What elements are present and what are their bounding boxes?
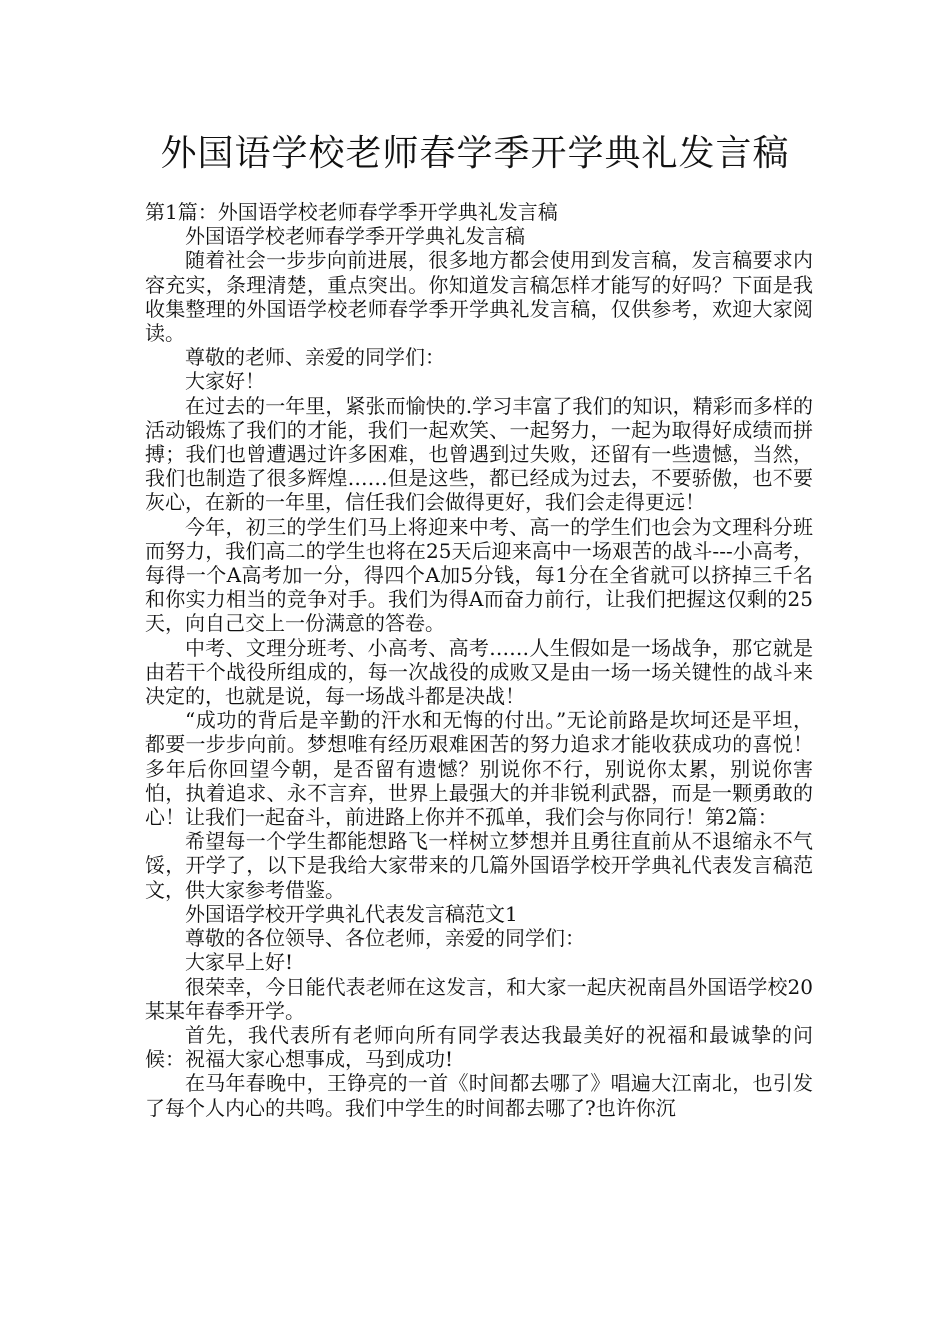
- paragraph: 今年，初三的学生们马上将迎来中考、高一的学生们也会为文理科分班而努力，我们高二的学生也将在25天后迎来高中一场艰苦的战斗---小高考，每得一个A高考加一分，得四个A加5分钱，每1分在全省就可以挤掉三千名和你实力相当的竞争对手。我们为得A而奋力前行，让我们把握这仅剩的25天，向自己交上一份满意的答卷。: [145, 514, 813, 636]
- paragraph: 大家好！: [185, 369, 265, 394]
- paragraph: 中考、文理分班考、小高考、高考……人生假如是一场战争，那它就是由若干个战役所组成的，每一次战役的成败又是由一场一场关键性的战斗来决定的，也就是说，每一场战斗都是决战！: [145, 635, 813, 709]
- paragraph: 第1篇：外国语学校老师春学季开学典礼发言稿: [145, 200, 558, 224]
- paragraph: 随着社会一步步向前进展，很多地方都会使用到发言稿，发言稿要求内容充实，条理清楚，重点突出。你知道发言稿怎样才能写的好吗？下面是我收集整理的外国语学校老师春学季开学典礼发言稿，仅供参考，欢迎大家阅读。: [145, 248, 813, 346]
- paragraph: 外国语学校老师春学季开学典礼发言稿: [185, 224, 525, 249]
- paragraph: 尊敬的老师、亲爱的同学们：: [185, 345, 445, 370]
- paragraph: 很荣幸，今日能代表老师在这发言，和大家一起庆祝南昌外国语学校20某某年春季开学。: [145, 974, 813, 1023]
- paragraph: 希望每一个学生都能想路飞一样树立梦想并且勇往直前从不退缩永不气馁，开学了，以下是我给大家带来的几篇外国语学校开学典礼代表发言稿范文，供大家参考借鉴。: [145, 829, 813, 902]
- document-title: 外国语学校老师春学季开学典礼发言稿: [160, 133, 790, 174]
- paragraph: 在马年春晚中，王铮亮的一首《时间都去哪了》唱遍大江南北，也引发了每个人内心的共鸣。我们中学生的时间都去哪了?也许你沉: [145, 1071, 813, 1120]
- paragraph: 首先，我代表所有老师向所有同学表达我最美好的祝福和最诚挚的问候：祝福大家心想事成，马到成功!: [145, 1022, 813, 1072]
- paragraph: “成功的背后是辛勤的汗水和无悔的付出。”无论前路是坎坷还是平坦，都要一步步向前。梦想唯有经历艰难困苦的努力追求才能收获成功的喜悦！多年后你回望今朝，是否留有遗憾？别说你不行，别说你太累，别说你害怕，执着追求、永不言弃，世界上最强大的并非锐利武器，而是一颗勇敢的心！让我们一起奋斗，前进路上你并不孤单，我们会与你同行！第2篇：: [145, 708, 813, 830]
- paragraph: 大家早上好!: [185, 950, 294, 975]
- paragraph: 尊敬的各位领导、各位老师，亲爱的同学们：: [185, 926, 585, 951]
- paragraph: 在过去的一年里，紧张而愉快的.学习丰富了我们的知识，精彩而多样的活动锻炼了我们的才能，我们一起欢笑、一起努力，一起为取得好成绩而拼搏；我们也曾遭遇过许多困难，也曾遇到过失败，还留有一些遗憾，当然，我们也制造了很多辉煌……但是这些，都已经成为过去，不要骄傲，也不要灰心，在新的一年里，信任我们会做得更好，我们会走得更远！: [145, 393, 813, 515]
- document-body: [145, 200, 813, 1120]
- paragraph: 外国语学校开学典礼代表发言稿范文1: [185, 901, 518, 926]
